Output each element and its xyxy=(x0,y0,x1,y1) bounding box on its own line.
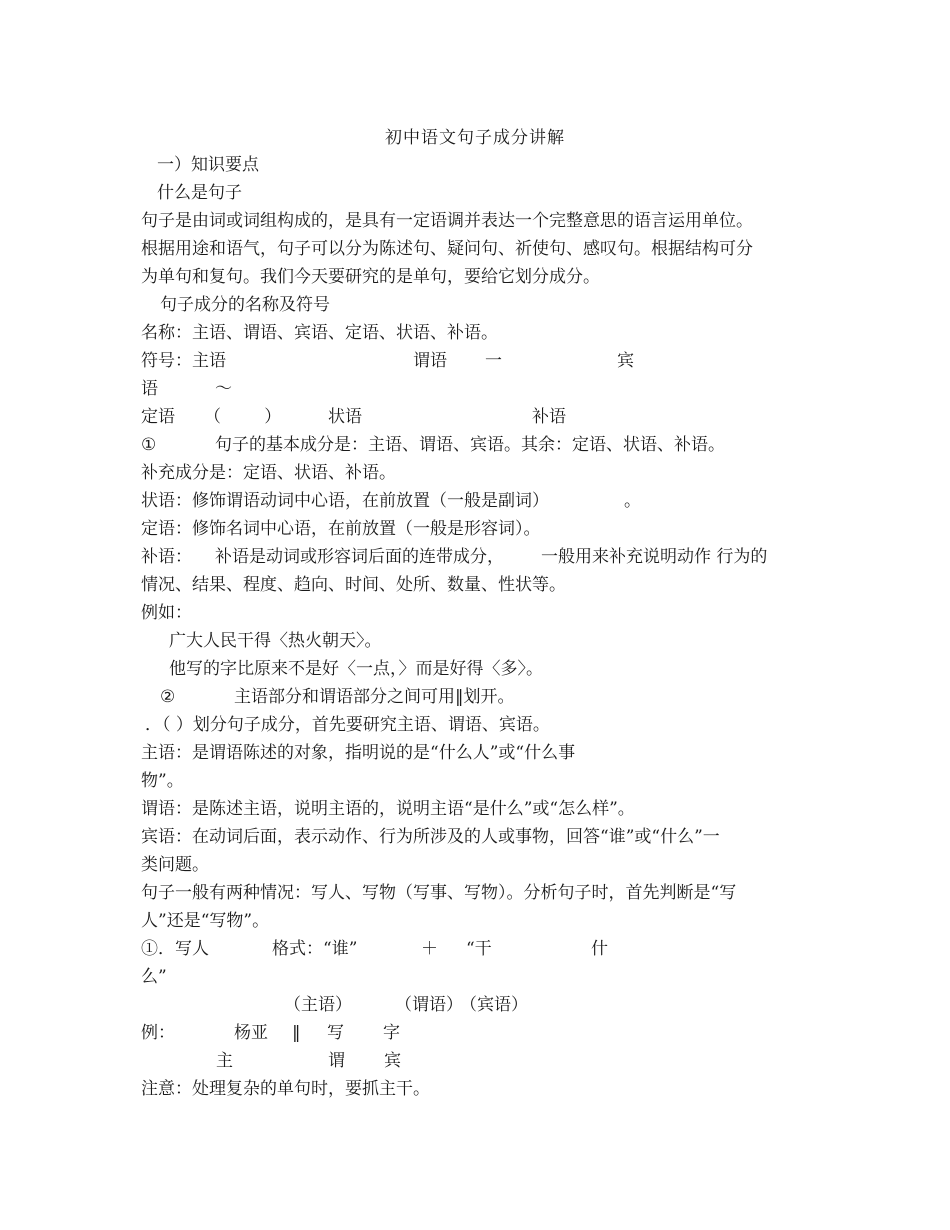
symbol-tilde: ～ xyxy=(215,379,232,399)
symbol-object-part1: 宾 xyxy=(617,351,634,371)
symbol-object-part2: 语 xyxy=(141,379,158,399)
format-shen: 什 xyxy=(591,939,608,959)
symbol-dash: 一 xyxy=(485,351,502,371)
point-marker: ① xyxy=(141,435,157,455)
object-definition: 宾语：在动词后面，表示动作、行为所涉及的人或事物，回答“谁”或“什么”一 xyxy=(141,827,720,847)
adverbial-definition-end: 。 xyxy=(624,491,641,511)
subject-definition-cont: 物”。 xyxy=(141,771,184,791)
names-line: 名称：主语、谓语、宾语、定语、状语、补语。 xyxy=(141,323,498,343)
example2-name: 杨亚 xyxy=(234,1023,268,1043)
symbols-label: 符号：主语 xyxy=(141,351,226,371)
subject-definition: 主语：是谓语陈述的对象，指明说的是“什么人”或“什么事 xyxy=(141,743,576,763)
point-marker: ② xyxy=(160,687,176,707)
adverbial-definition: 状语：修饰谓语动词中心语，在前放置（一般是副词） xyxy=(141,491,549,511)
format-plus: ＋ xyxy=(421,939,438,959)
paragraph-line: 句子是由词或词组构成的，是具有一定语调并表达一个完整意思的语言运用单位。 xyxy=(141,211,753,231)
symbol-adverbial: 状语 xyxy=(328,407,362,427)
format-gan: “干 xyxy=(466,939,492,959)
page-title: 初中语文句子成分讲解 xyxy=(385,128,565,148)
symbol-predicate: 谓语 xyxy=(413,351,447,371)
paragraph-line: 为单句和复句。我们今天要研究的是单句，要给它划分成分。 xyxy=(141,267,600,287)
point-text: 主语部分和谓语部分之间可用‖划开。 xyxy=(234,687,515,707)
format-label: 格式：“谁” xyxy=(272,939,358,959)
subheading-names-symbols: 句子成分的名称及符号 xyxy=(160,295,330,315)
format-me: 么” xyxy=(141,967,167,987)
example2-divider: ‖ xyxy=(292,1023,301,1043)
section-heading: 一）知识要点 xyxy=(157,155,259,175)
symbol-paren: （ ） xyxy=(204,407,282,427)
example2-verb: 写 xyxy=(327,1023,344,1043)
two-cases-line-cont: 人”还是“写物”。 xyxy=(141,911,270,931)
example-line: 广大人民干得〈热火朝天〉。 xyxy=(169,631,382,651)
example2-tag-object: 宾 xyxy=(384,1051,401,1071)
complement-text-3: 情况、结果、程度、趋向、时间、处所、数量、性状等。 xyxy=(141,575,566,595)
paragraph-line: 根据用途和语气，句子可以分为陈述句、疑问句、祈使句、感叹句。根据结构可分 xyxy=(141,239,753,259)
symbol-complement: 补语 xyxy=(532,407,566,427)
tag-subject: （主语） xyxy=(284,995,352,1015)
point3-line: ．（ ）划分句子成分，首先要研究主语、谓语、宾语。 xyxy=(145,715,550,735)
complement-label: 补语： xyxy=(141,547,192,567)
example2-label: 例： xyxy=(141,1023,175,1043)
supplement-line: 补充成分是：定语、状语、补语。 xyxy=(141,463,396,483)
tag-predicate: （谓语） xyxy=(395,995,463,1015)
subheading-what-is-sentence: 什么是句子 xyxy=(157,183,242,203)
example-label: 例如： xyxy=(141,603,192,623)
symbol-attributive: 定语 xyxy=(141,407,175,427)
note-line: 注意：处理复杂的单句时，要抓主干。 xyxy=(141,1079,430,1099)
attributive-definition: 定语：修饰名词中心语，在前放置（一般是形容词）。 xyxy=(141,519,541,539)
complement-text-2: 一般用来补充说明动作 行为的 xyxy=(541,547,768,567)
example-line: 他写的字比原来不是好〈一点，〉而是好得〈多〉。 xyxy=(169,659,543,679)
tag-object: （宾语） xyxy=(460,995,528,1015)
complement-text-1: 补语是动词或形容词后面的连带成分， xyxy=(215,547,504,567)
point-text: 句子的基本成分是：主语、谓语、宾语。其余：定语、状语、补语。 xyxy=(215,435,725,455)
predicate-definition: 谓语：是陈述主语，说明主语的，说明主语“是什么”或“怎么样”。 xyxy=(141,799,635,819)
format-case-label: ①．写人 xyxy=(141,939,209,959)
example2-noun: 字 xyxy=(383,1023,400,1043)
example2-tag-predicate: 谓 xyxy=(328,1051,345,1071)
example2-tag-subject: 主 xyxy=(216,1051,233,1071)
object-definition-cont: 类问题。 xyxy=(141,855,209,875)
two-cases-line: 句子一般有两种情况：写人、写物（写事、写物）。分析句子时，首先判断是“写 xyxy=(141,883,737,903)
